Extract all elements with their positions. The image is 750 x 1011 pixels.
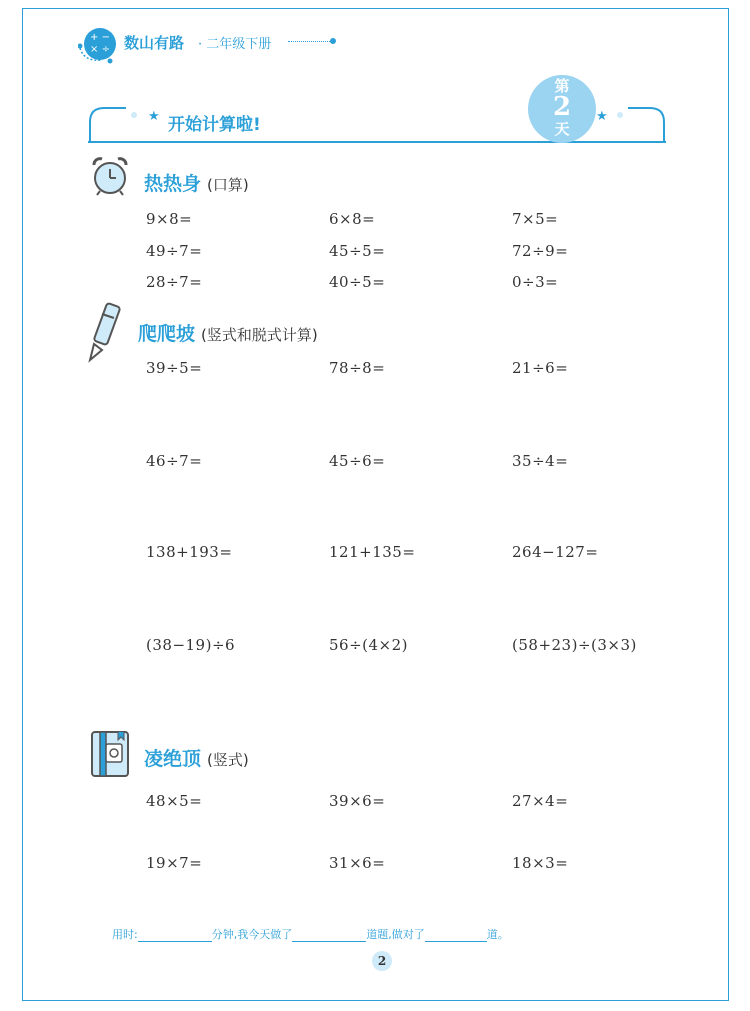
alarm-clock-icon (88, 153, 132, 197)
progress-log (112, 926, 509, 942)
warmup-title: 热热身 (144, 173, 202, 195)
day-badge (528, 75, 596, 143)
summit-problem: 39×6= (329, 792, 386, 810)
notebook-icon (88, 730, 132, 778)
climb-problem: (58+23)÷(3×3) (512, 636, 637, 654)
svg-text:★: ★ (148, 109, 160, 124)
grade-label: · 二年级下册 (198, 37, 272, 52)
day-prefix: 第 (554, 77, 570, 95)
questions-correct-blank[interactable] (425, 929, 487, 942)
climb-problem: (38−19)÷6 (146, 636, 236, 654)
warmup-problem: 9×8= (146, 210, 193, 228)
summit-problem: 19×7= (146, 854, 203, 872)
summit-note: (竖式) (207, 751, 249, 769)
day-number: 2 (552, 92, 572, 122)
warmup-note: (口算) (207, 176, 249, 194)
svg-text:★: ★ (596, 109, 608, 124)
time-label: 用时: (112, 928, 138, 941)
warmup-problem: 0÷3= (512, 273, 559, 291)
summit-section-title (144, 744, 249, 771)
questions-done-blank[interactable] (292, 929, 366, 942)
climb-problem: 138+193= (146, 543, 233, 561)
day-suffix: 天 (554, 120, 570, 138)
summit-problem: 48×5= (146, 792, 203, 810)
climb-problem: 21÷6= (512, 359, 569, 377)
minutes-label: 分钟,我今天做了 (211, 928, 293, 941)
page-number: 2 (372, 951, 392, 971)
climb-problem: 121+135= (329, 543, 416, 561)
summit-problem: 18×3= (512, 854, 569, 872)
series-title: 数山有路 (124, 34, 185, 52)
climb-title: 爬爬坡 (138, 323, 196, 345)
climb-section-title (138, 319, 318, 346)
climb-problem: 46÷7= (146, 452, 203, 470)
warmup-problem: 45÷5= (329, 242, 386, 260)
warmup-problem: 28÷7= (146, 273, 203, 291)
header-dotted-line (288, 41, 332, 42)
math-badge-icon: + − × ÷ (84, 28, 116, 60)
summit-title: 凌绝顶 (144, 748, 202, 770)
warmup-problem: 6×8= (329, 210, 376, 228)
climb-problem: 264−127= (512, 543, 599, 561)
climb-problem: 56÷(4×2) (329, 636, 409, 654)
time-blank[interactable] (138, 929, 212, 942)
banner-title: 开始计算啦! (168, 115, 261, 135)
questions-label: 道题,做对了 (366, 928, 425, 941)
climb-problem: 35÷4= (512, 452, 569, 470)
summit-problem: 27×4= (512, 792, 569, 810)
climb-problem: 39÷5= (146, 359, 203, 377)
warmup-problem: 49÷7= (146, 242, 203, 260)
warmup-section-title (144, 169, 249, 196)
end-label: 道。 (486, 928, 509, 941)
warmup-problem: 72÷9= (512, 242, 569, 260)
series-header (78, 26, 338, 62)
climb-note: (竖式和脱式计算) (201, 326, 318, 344)
header-dot (330, 38, 336, 44)
climb-problem: 45÷6= (329, 452, 386, 470)
summit-problem: 31×6= (329, 854, 386, 872)
warmup-problem: 7×5= (512, 210, 559, 228)
climb-problem: 78÷8= (329, 359, 386, 377)
warmup-problem: 40÷5= (329, 273, 386, 291)
pen-icon (84, 300, 128, 364)
